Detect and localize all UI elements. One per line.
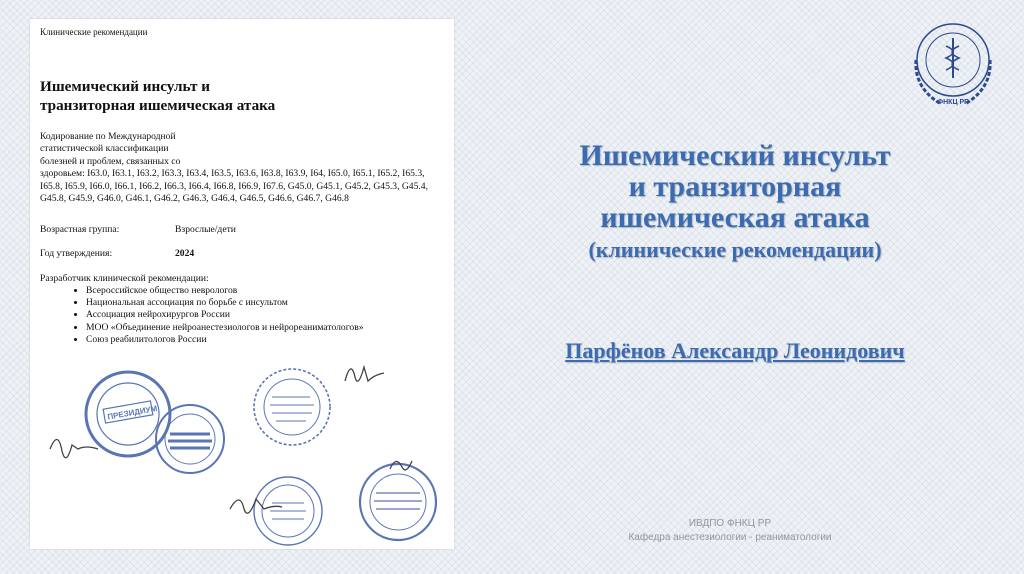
coding-line-6: G45.8, G45.9, G46.0, G46.1, G46.2, G46.3, G46.4, G46.5, G46.6, G46.7, G46.8	[40, 193, 349, 205]
approval-year-value: 2024	[175, 248, 195, 259]
stamps-and-signatures	[30, 19, 454, 549]
developer-item: • МОО «Объединение нейроанестезиологов и нейрореаниматологов»	[86, 322, 454, 334]
slide-title-line-2: и транзиторная	[628, 170, 842, 203]
document-title-line-2: транзиторная ишемическая атака	[40, 97, 276, 114]
slide-title-block	[500, 140, 970, 265]
medical-emblem-icon	[946, 38, 959, 78]
document-title-line-1: Ишемический инсульт и	[40, 78, 210, 95]
fnkc-logo	[902, 20, 1004, 112]
coding-line-3: болезней и проблем, связанных со	[40, 155, 181, 167]
coding-line-5: I65.8, I65.9, I66.0, I66.1, I66.2, I66.3, I66.4, I66.8, I66.9, I67.6, G45.0, G45.1, G45.2, G45.3, G45.4,	[40, 180, 428, 192]
developer-item: • Ассоциация нейрохирургов России	[86, 309, 454, 321]
age-group-value: Взрослые/дети	[175, 224, 236, 235]
approval-year-label: Год утверждения:	[40, 248, 113, 259]
age-group-label: Возрастная группа:	[40, 224, 120, 235]
footer-institution: ИВДПО ФНКЦ РР	[688, 518, 772, 529]
developer-item: • Национальная ассоциация по борьбе с инсультом	[86, 297, 454, 309]
logo-label: ФНКЦ РР	[937, 99, 969, 106]
footer-department: Кафедра анестезиологии - реаниматологии	[628, 532, 832, 543]
author-name: Парфёнов Александр Леонидович	[565, 338, 905, 363]
developers-label: Разработчик клинической рекомендации:	[40, 273, 209, 284]
coding-line-2: статистической классификации	[40, 143, 169, 155]
stamp-rehabilitologists-union	[254, 477, 322, 545]
stamp-neuroanesthesiologists	[360, 464, 436, 540]
developer-item: • Союз реабилитологов России	[86, 334, 454, 346]
stamp-stroke-association	[254, 369, 330, 445]
stamp-1-center-text: ПРЕЗИДИУМ	[106, 403, 158, 422]
slide-subtitle: (клинические рекомендации)	[588, 237, 882, 262]
document-header: Клинические рекомендации	[40, 27, 148, 37]
document-page	[30, 19, 454, 549]
stamp-neurologists-society	[156, 405, 224, 473]
slide-footer	[560, 517, 900, 545]
slide-title-line-1: Ишемический инсульт	[579, 139, 891, 172]
slide-title-line-3: ишемическая атака	[600, 201, 870, 234]
coding-line-4: здоровьем: I63.0, I63.1, I63.2, I63.3, I63.4, I63.5, I63.6, I63.8, I63.9, I64, I65.0, I65.1, I65.2, I65.3,	[40, 168, 425, 180]
developer-item: • Всероссийское общество неврологов	[86, 285, 454, 297]
stamp-neurologists-presidium	[86, 372, 170, 456]
coding-line-1: Кодирование по Международной	[40, 131, 176, 142]
signatures	[50, 367, 412, 513]
